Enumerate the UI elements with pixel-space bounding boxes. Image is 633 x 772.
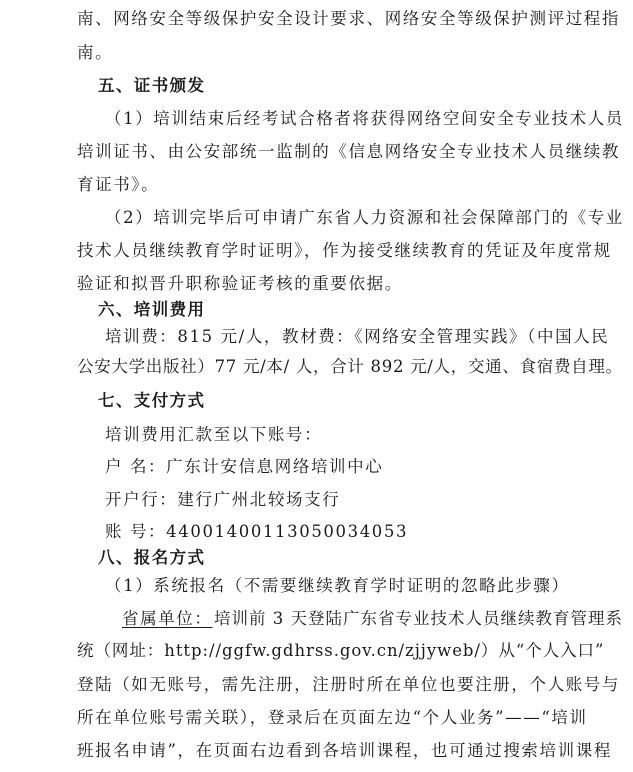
paragraph-line: （2）培训完毕后可申请广东省人力资源和社会保障部门的《专业: [105, 208, 624, 227]
paragraph-line: 班报名申请”，在页面右边看到各培训课程，也可通过搜索培训课程: [77, 741, 612, 760]
paragraph-line: 培训前 3 天登陆广东省专业技术人员继续教育管理系: [214, 609, 623, 628]
paragraph-line: 培训证书、由公安部统一监制的《信息网络安全专业技术人员继续教: [77, 142, 620, 161]
paragraph-line: 培训费用汇款至以下账号：: [105, 425, 323, 444]
paragraph-line: （1）系统报名（不需要继续教育学时证明的忽略此步骤）: [105, 576, 570, 595]
paragraph-line: 公安大学出版社）77 元/本/ 人，合计 892 元/人，交通、食宿费自理。: [77, 357, 623, 376]
section-heading-payment: 七、支付方式: [98, 391, 206, 410]
paragraph-line: 所在单位账号需关联），登录后在页面左边“个人业务”——“培训: [77, 708, 588, 727]
section-heading-fees: 六、培训费用: [98, 300, 206, 319]
account-number-line: 账 号：44001400113050034053: [105, 522, 409, 541]
paragraph-line: （1）培训结束后经考试合格者将获得网络空间安全专业技术人员: [105, 109, 624, 128]
paragraph-line-with-url: 统（网址：http://ggfw.gdhrss.gov.cn/zjjyweb/）从“个人入口”: [77, 641, 605, 660]
paragraph-line: 育证书》。: [77, 175, 160, 194]
bank-line: 开户行：建行广州北较场支行: [105, 490, 341, 509]
paragraph-line: 登陆（如无账号，需先注册，注册时所在单位也要注册，个人账号与: [77, 675, 620, 694]
account-name-line: 户 名：广东计安信息网络培训中心: [105, 457, 384, 476]
paragraph-line: 技术人员继续教育学时证明》，作为接受继续教育的凭证及年度常规: [77, 241, 612, 260]
paragraph-line: 南、网络安全等级保护安全设计要求、网络安全等级保护测评过程指: [77, 9, 620, 28]
section-heading-registration: 八、报名方式: [98, 548, 206, 567]
paragraph-line: 验证和拟晋升职称验证考核的重要依据。: [77, 274, 403, 293]
paragraph-line: 培训费：815 元/人，教材费：《网络安全管理实践》（中国人民: [105, 327, 610, 346]
section-heading-certificate: 五、证书颁发: [98, 76, 206, 95]
paragraph-line: 南。: [77, 43, 114, 62]
underlined-label-provincial-units: 省属单位：: [122, 609, 213, 628]
